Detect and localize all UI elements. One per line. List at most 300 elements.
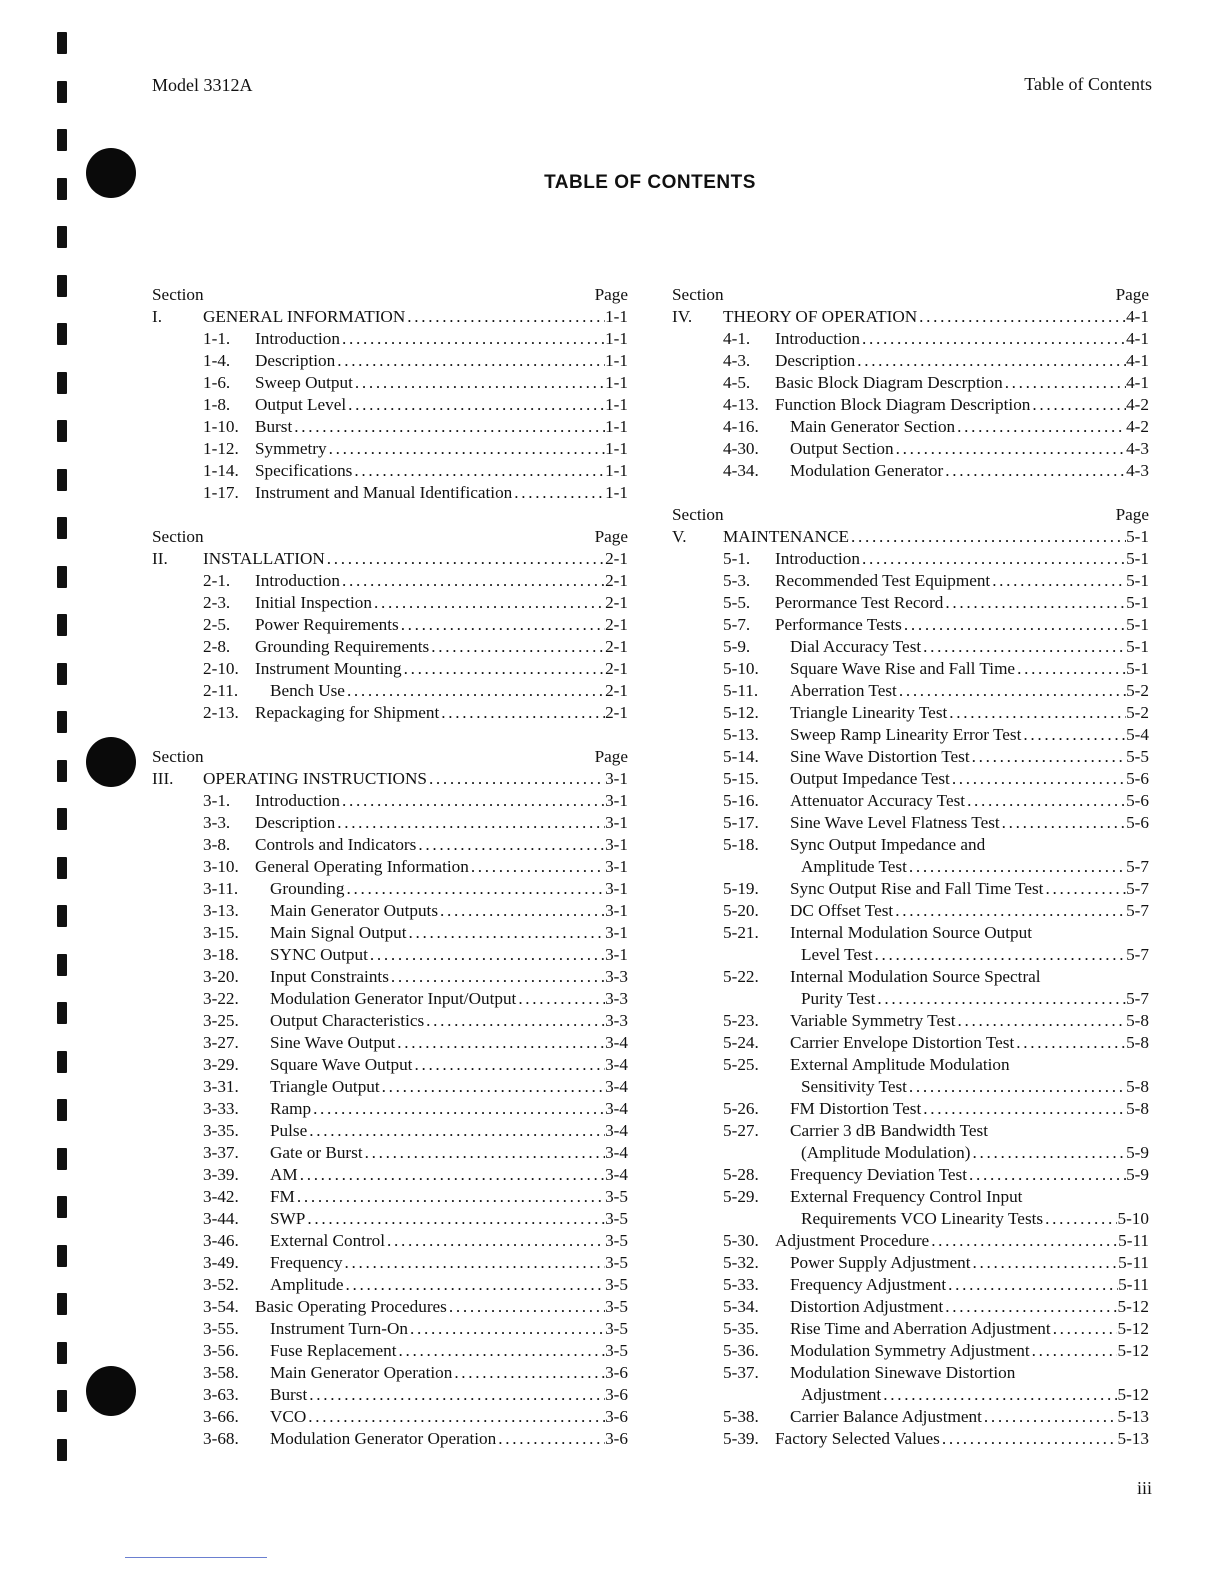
entry-number: 2-10. [203, 659, 239, 678]
entry-number: 5-16. [723, 791, 759, 810]
toc-entry [152, 1164, 628, 1186]
entry-number: 4-13. [723, 395, 759, 414]
leader-dots [352, 460, 605, 482]
entry-label-continued: Sensitivity Test [801, 1077, 907, 1096]
toc-entry [152, 900, 628, 922]
leader-dots [408, 1318, 605, 1340]
toc-entry [672, 1340, 1149, 1362]
entry-page: 3-4 [605, 1099, 628, 1118]
toc-entry-continued [672, 1384, 1149, 1406]
entry-page: 4-2 [1126, 417, 1149, 436]
entry-label: Triangle Output [270, 1077, 380, 1096]
toc-entry [152, 680, 628, 702]
binding-mark [57, 857, 67, 879]
entry-number: 3-31. [203, 1077, 239, 1096]
binding-mark [57, 420, 67, 442]
entry-number: 5-1. [723, 549, 751, 568]
leader-dots [307, 1384, 605, 1406]
toc-entry [152, 1340, 628, 1362]
leader-dots [380, 1076, 605, 1098]
entry-page: 5-6 [1126, 769, 1149, 788]
entry-page: 5-7 [1126, 945, 1149, 964]
entry-number: 5-23. [723, 1011, 759, 1030]
toc-entry [672, 724, 1149, 746]
toc-entry [152, 856, 628, 878]
entry-page: 3-4 [605, 1165, 628, 1184]
entry-number: 3-3. [203, 813, 231, 832]
entry-label-continued: Level Test [801, 945, 873, 964]
section-page: 2-1 [605, 549, 628, 568]
entry-page: 3-1 [605, 835, 628, 854]
leader-dots [438, 900, 605, 922]
entry-label: Modulation Generator Input/Output [270, 989, 517, 1008]
leader-dots [327, 438, 605, 460]
leader-dots [1043, 1208, 1117, 1230]
entry-number: 5-32. [723, 1253, 759, 1272]
entry-number: 5-33. [723, 1275, 759, 1294]
entry-page: 2-1 [605, 593, 628, 612]
entry-page: 4-1 [1126, 373, 1149, 392]
toc-entry [672, 1186, 1149, 1208]
entry-number: 5-34. [723, 1297, 759, 1316]
toc-entry [152, 1230, 628, 1252]
binding-mark [57, 129, 67, 151]
binding-mark [57, 905, 67, 927]
entry-number: 1-8. [203, 395, 231, 414]
entry-label: DC Offset Test [790, 901, 894, 920]
leader-dots [447, 1296, 605, 1318]
entry-label: Description [255, 813, 336, 832]
section-title-row [152, 548, 628, 570]
leader-dots [412, 1054, 605, 1076]
entry-label: Frequency [270, 1253, 343, 1272]
section-number: I. [152, 307, 163, 326]
section-label: Section [152, 527, 204, 546]
toc-entry [672, 812, 1149, 834]
toc-entry [672, 966, 1149, 988]
entry-label: Basic Block Diagram Descrption [775, 373, 1003, 392]
binding-mark [57, 1342, 67, 1364]
leader-dots [298, 1164, 605, 1186]
entry-page: 4-3 [1126, 439, 1149, 458]
entry-page: 5-1 [1126, 637, 1149, 656]
leader-dots [343, 1252, 606, 1274]
entry-label: Sync Output Impedance and [790, 835, 986, 854]
toc-entry [152, 1098, 628, 1120]
toc-entry [152, 372, 628, 394]
binding-mark [57, 954, 67, 976]
section-title: MAINTENANCE [723, 527, 850, 546]
entry-label: AM [270, 1165, 298, 1184]
toc-entry [152, 570, 628, 592]
entry-label: Modulation Generator [790, 461, 944, 480]
leader-dots [943, 1296, 1117, 1318]
entry-label: Sync Output Rise and Fall Time Test [790, 879, 1044, 898]
entry-page: 5-12 [1117, 1297, 1149, 1316]
binding-mark [57, 32, 67, 54]
toc-entry-continued [672, 988, 1149, 1010]
toc-entry [672, 1098, 1149, 1120]
binding-mark [57, 1002, 67, 1024]
leader-dots [407, 922, 606, 944]
entry-number: 3-20. [203, 967, 239, 986]
binding-mark [57, 1196, 67, 1218]
entry-number: 5-17. [723, 813, 759, 832]
entry-label: Grounding Requirements [255, 637, 430, 656]
entry-page: 5-13 [1117, 1407, 1149, 1426]
toc-entry [672, 1362, 1149, 1384]
entry-number: 3-56. [203, 1341, 239, 1360]
entry-page: 2-1 [605, 703, 628, 722]
entry-page: 3-5 [605, 1341, 628, 1360]
toc-entry [152, 1406, 628, 1428]
toc-entry [672, 570, 1149, 592]
binding-mark [57, 469, 67, 491]
entry-number: 3-66. [203, 1407, 239, 1426]
toc-entry [152, 1076, 628, 1098]
section-title-row [672, 306, 1149, 328]
entry-number: 3-55. [203, 1319, 239, 1338]
toc-entry [672, 614, 1149, 636]
entry-page: 5-6 [1126, 791, 1149, 810]
entry-number: 5-14. [723, 747, 759, 766]
entry-number: 3-52. [203, 1275, 239, 1294]
toc-entry [152, 702, 628, 724]
entry-number: 3-63. [203, 1385, 239, 1404]
entry-page: 3-1 [605, 813, 628, 832]
leader-dots [947, 702, 1126, 724]
toc-entry [672, 1054, 1149, 1076]
entry-label: Ramp [270, 1099, 312, 1118]
leader-dots [346, 394, 605, 416]
entry-label: Burst [255, 417, 293, 436]
entry-page: 4-2 [1126, 395, 1149, 414]
entry-number: 5-9. [723, 637, 751, 656]
entry-label: Output Level [255, 395, 347, 414]
entry-number: 5-12. [723, 703, 759, 722]
leader-dots [950, 768, 1126, 790]
leader-dots [940, 1428, 1118, 1450]
toc-entry-continued [672, 856, 1149, 878]
entry-number: 5-24. [723, 1033, 759, 1052]
entry-number: 3-11. [203, 879, 239, 898]
entry-label: SWP [270, 1209, 306, 1228]
entry-number: 3-44. [203, 1209, 239, 1228]
entry-number: 1-10. [203, 417, 239, 436]
entry-number: 5-11. [723, 681, 759, 700]
entry-label: Main Signal Output [270, 923, 407, 942]
section-header [672, 504, 1149, 526]
entry-number: 5-27. [723, 1121, 759, 1140]
binding-mark [57, 323, 67, 345]
toc-entry [672, 328, 1149, 350]
leader-dots [335, 812, 605, 834]
toc-entry [152, 636, 628, 658]
entry-label-continued: (Amplitude Modulation) [801, 1143, 971, 1162]
toc-entry [152, 1032, 628, 1054]
binding-mark [57, 760, 67, 782]
leader-dots [340, 328, 605, 350]
leader-dots [875, 988, 1126, 1010]
entry-label: Introduction [255, 791, 340, 810]
entry-number: 5-29. [723, 1187, 759, 1206]
toc-entry [152, 614, 628, 636]
section-number: II. [152, 549, 168, 568]
entry-number: 1-1. [203, 329, 231, 348]
entry-label: General Operating Information [255, 857, 469, 876]
entry-page: 5-4 [1126, 725, 1149, 744]
entry-number: 3-15. [203, 923, 239, 942]
binding-mark [57, 711, 67, 733]
entry-label: Variable Symmetry Test [790, 1011, 956, 1030]
entry-page: 3-6 [605, 1407, 628, 1426]
page-title: TABLE OF CONTENTS [544, 172, 756, 193]
entry-page: 1-1 [605, 483, 628, 502]
toc-entry [152, 988, 628, 1010]
entry-page: 4-3 [1126, 461, 1149, 480]
entry-page: 5-11 [1118, 1275, 1149, 1294]
leader-dots [516, 988, 605, 1010]
toc-entry [152, 812, 628, 834]
entry-page: 5-1 [1126, 615, 1149, 634]
leader-dots [1014, 1032, 1126, 1054]
toc-entry [152, 460, 628, 482]
entry-label: Sine Wave Level Flatness Test [790, 813, 1000, 832]
leader-dots [496, 1428, 605, 1450]
entry-label: Triangle Linearity Test [790, 703, 948, 722]
binding-mark [57, 566, 67, 588]
entry-label: Initial Inspection [255, 593, 372, 612]
leader-dots [897, 680, 1126, 702]
entry-number: 3-42. [203, 1187, 239, 1206]
entry-number: 3-13. [203, 901, 239, 920]
entry-label-continued: Purity Test [801, 989, 876, 1008]
entry-label: Frequency Deviation Test [790, 1165, 967, 1184]
entry-page: 5-8 [1126, 1077, 1149, 1096]
entry-number: 5-5. [723, 593, 751, 612]
toc-entry [672, 922, 1149, 944]
entry-page: 1-1 [605, 329, 628, 348]
entry-label: Adjustment Procedure [775, 1231, 930, 1250]
entry-page: 1-1 [605, 373, 628, 392]
leader-dots [1000, 812, 1126, 834]
entry-label: Performance Tests [775, 615, 902, 634]
entry-label-continued: Requirements VCO Linearity Tests [801, 1209, 1044, 1228]
entry-number: 3-68. [203, 1429, 239, 1448]
entry-number: 1-4. [203, 351, 231, 370]
toc-entry [152, 658, 628, 680]
entry-label: Dial Accuracy Test [790, 637, 922, 656]
toc-entry [672, 834, 1149, 856]
toc-entry [152, 790, 628, 812]
entry-page: 1-1 [605, 461, 628, 480]
entry-page: 3-5 [605, 1253, 628, 1272]
entry-label-continued: Adjustment [801, 1385, 882, 1404]
entry-label: Sine Wave Output [270, 1033, 396, 1052]
entry-number: 3-49. [203, 1253, 239, 1272]
section-page: 3-1 [605, 769, 628, 788]
entry-label: Fuse Replacement [270, 1341, 397, 1360]
leader-dots [429, 636, 605, 658]
page-label: Page [1115, 285, 1149, 304]
entry-page: 4-1 [1126, 329, 1149, 348]
entry-number: 3-22. [203, 989, 239, 1008]
entry-number: 5-13. [723, 725, 759, 744]
leader-dots [956, 1010, 1127, 1032]
toc-entry [152, 1274, 628, 1296]
leader-dots [340, 790, 605, 812]
binding-mark [57, 1293, 67, 1315]
binding-mark [57, 81, 67, 103]
leader-dots [416, 834, 605, 856]
entry-number: 4-30. [723, 439, 759, 458]
leader-dots [368, 944, 605, 966]
entry-page: 5-12 [1117, 1319, 1149, 1338]
toc-entry [152, 878, 628, 900]
entry-number: 2-13. [203, 703, 239, 722]
entry-page: 1-1 [605, 351, 628, 370]
leader-dots [469, 856, 605, 878]
leader-dots [363, 1142, 605, 1164]
leader-dots [893, 900, 1126, 922]
entry-number: 2-3. [203, 593, 231, 612]
entry-label: Power Supply Adjustment [790, 1253, 971, 1272]
entry-number: 3-46. [203, 1231, 239, 1250]
section-label: Section [152, 285, 204, 304]
entry-page: 5-2 [1126, 681, 1149, 700]
toc-entry [672, 438, 1149, 460]
binding-mark [57, 1439, 67, 1461]
leader-dots [399, 614, 605, 636]
entry-number: 4-5. [723, 373, 751, 392]
leader-dots [860, 328, 1126, 350]
entry-label: Input Constraints [270, 967, 389, 986]
leader-dots [305, 1208, 605, 1230]
toc-entry [672, 1230, 1149, 1252]
entry-page: 3-5 [605, 1209, 628, 1228]
entry-label: Carrier 3 dB Bandwidth Test [790, 1121, 989, 1140]
entry-number: 3-10. [203, 857, 239, 876]
entry-page: 3-3 [605, 989, 628, 1008]
toc-entry [672, 1032, 1149, 1054]
entry-page: 5-6 [1126, 813, 1149, 832]
toc-entry [152, 1120, 628, 1142]
toc-entry [672, 680, 1149, 702]
leader-dots [306, 1406, 605, 1428]
entry-label: Pulse [270, 1121, 308, 1140]
entry-label: Internal Modulation Source Output [790, 923, 1033, 942]
entry-number: 3-37. [203, 1143, 239, 1162]
leader-dots [439, 702, 605, 724]
leader-dots [929, 1230, 1118, 1252]
toc-entry [672, 592, 1149, 614]
entry-label: Modulation Sinewave Distortion [790, 1363, 1016, 1382]
binding-mark [57, 1148, 67, 1170]
entry-label: Perormance Test Record [775, 593, 944, 612]
entry-page: 5-1 [1126, 549, 1149, 568]
toc-entry [152, 944, 628, 966]
toc-entry [672, 1120, 1149, 1142]
entry-label: Sweep Output [255, 373, 353, 392]
binding-mark [57, 808, 67, 830]
entry-label: Internal Modulation Source Spectral [790, 967, 1041, 986]
leader-dots [921, 1098, 1126, 1120]
entry-page: 5-8 [1126, 1033, 1149, 1052]
toc-entry [152, 1384, 628, 1406]
entry-label: Introduction [255, 329, 340, 348]
leader-dots [967, 1164, 1126, 1186]
leader-dots [402, 658, 606, 680]
entry-label: Recommended Test Equipment [775, 571, 991, 590]
section-title-row [152, 768, 628, 790]
entry-page: 3-5 [605, 1231, 628, 1250]
entry-page: 3-6 [605, 1385, 628, 1404]
leader-dots [1051, 1318, 1118, 1340]
leader-dots [452, 1362, 605, 1384]
entry-number: 5-21. [723, 923, 759, 942]
entry-label: Description [255, 351, 336, 370]
entry-label: Symmetry [255, 439, 327, 458]
entry-number: 5-25. [723, 1055, 759, 1074]
entry-page: 5-7 [1126, 901, 1149, 920]
toc-entry [672, 746, 1149, 768]
entry-label: Modulation Symmetry Adjustment [790, 1341, 1030, 1360]
binding-mark [57, 372, 67, 394]
toc-entry [152, 1428, 628, 1450]
entry-label: External Frequency Control Input [790, 1187, 1023, 1206]
entry-number: 3-25. [203, 1011, 239, 1030]
toc-entry [152, 1186, 628, 1208]
toc-entry [672, 1274, 1149, 1296]
page-label: Page [594, 527, 628, 546]
leader-dots [982, 1406, 1118, 1428]
entry-page: 2-1 [605, 659, 628, 678]
entry-number: 3-8. [203, 835, 231, 854]
entry-label: Carrier Balance Adjustment [790, 1407, 982, 1426]
leader-dots [849, 526, 1126, 548]
entry-page: 5-7 [1126, 857, 1149, 876]
section-title: THEORY OF OPERATION [723, 307, 918, 326]
entry-label: Main Generator Operation [270, 1363, 453, 1382]
entry-page: 2-1 [605, 637, 628, 656]
leader-dots [344, 1274, 606, 1296]
entry-number: 2-5. [203, 615, 231, 634]
leader-dots [921, 636, 1126, 658]
entry-label: Instrument Mounting [255, 659, 402, 678]
entry-number: 3-18. [203, 945, 239, 964]
entry-number: 5-37. [723, 1363, 759, 1382]
binding-mark [57, 614, 67, 636]
binding-mark [57, 1245, 67, 1267]
binding-mark [57, 226, 67, 248]
entry-page: 3-4 [605, 1055, 628, 1074]
leader-dots [860, 548, 1126, 570]
entry-number: 5-15. [723, 769, 759, 788]
entry-page: 3-5 [605, 1187, 628, 1206]
entry-label: Factory Selected Values [775, 1429, 940, 1448]
entry-number: 5-7. [723, 615, 751, 634]
entry-number: 3-1. [203, 791, 231, 810]
section-gap [152, 724, 628, 746]
leader-dots [917, 306, 1126, 328]
entry-label: Introduction [255, 571, 340, 590]
header-section-title: Table of Contents [1024, 74, 1152, 94]
toc-entry [152, 438, 628, 460]
leader-dots [311, 1098, 605, 1120]
leader-dots [943, 460, 1126, 482]
entry-page: 5-10 [1117, 1209, 1149, 1228]
toc-entry [672, 768, 1149, 790]
